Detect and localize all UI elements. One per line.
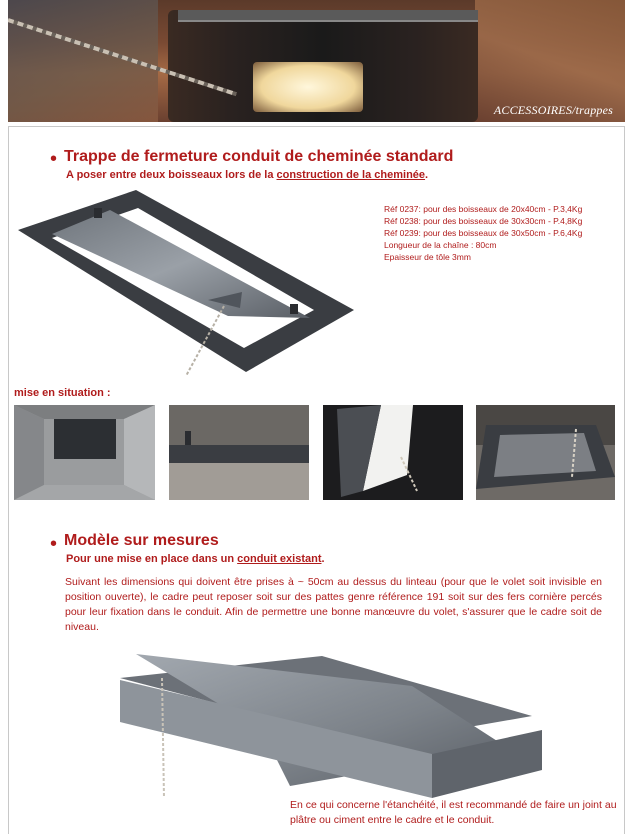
section1-subtitle <box>66 169 428 181</box>
situation-label: mise en situation : <box>14 387 111 399</box>
section1-subtitle-prefix: A poser entre deux boisseaux lors de la <box>66 169 277 181</box>
situation-photo-3 <box>323 405 463 500</box>
sheet-thickness: Epaisseur de tôle 3mm <box>384 252 471 262</box>
banner-label-sep: / <box>572 103 576 117</box>
sealing-note: En ce qui concerne l'étanchéité, il est recommandé de faire un joint au plâtre ou ciment entre le cadre et le conduit. <box>290 799 617 826</box>
section1-bullet: • <box>50 148 58 170</box>
section2-subtitle-suffix: . <box>321 553 325 565</box>
situation-photo-2 <box>169 405 309 500</box>
banner-flue-rim <box>178 10 478 22</box>
section1-title: Trappe de fermeture conduit de cheminée standard <box>64 148 454 165</box>
section2-subtitle-link: conduit existant <box>237 553 322 565</box>
ref-0238: Réf 0238: pour des boisseaux de 30x30cm - P.4,8Kg <box>384 216 583 226</box>
header-banner <box>8 0 625 122</box>
section2-subtitle <box>66 553 325 565</box>
banner-label-sub: trappes <box>575 103 613 117</box>
section2-bullet: • <box>50 533 58 555</box>
trap-illustration <box>10 186 360 376</box>
chain-length: Longueur de la chaîne : 80cm <box>384 240 497 250</box>
section1-subtitle-suffix: . <box>425 169 429 181</box>
section1-subtitle-link: construction de la cheminée <box>276 169 426 181</box>
ref-0237: Réf 0237: pour des boisseaux de 20x40cm - P.3,4Kg <box>384 204 583 214</box>
custom-model-illustration <box>112 650 552 800</box>
banner-flue-opening <box>253 62 363 112</box>
situation-photo-4 <box>476 405 615 500</box>
situation-photo-1 <box>14 405 155 500</box>
custom-model-description: Suivant les dimensions qui doivent être prises à ~ 50cm au dessus du linteau (pour que le volet soit invisible en position ouverte), le cadre peut reposer soit sur des pattes genre référence 191 soit sur des fers cornière percés pour leur fixation dans le conduit. Afin de permettre une bonne manœuvre du volet, s'assurer que le cadre soit de niveau. <box>65 576 602 633</box>
banner-label-main: ACCESSOIRES <box>493 103 573 117</box>
section2-subtitle-prefix: Pour une mise en place dans un <box>66 553 238 565</box>
ref-0239: Réf 0239: pour des boisseaux de 30x50cm - P.6,4Kg <box>384 228 583 238</box>
section2-title: Modèle sur mesures <box>64 532 219 549</box>
banner-label <box>494 103 613 118</box>
reference-list <box>384 203 582 263</box>
